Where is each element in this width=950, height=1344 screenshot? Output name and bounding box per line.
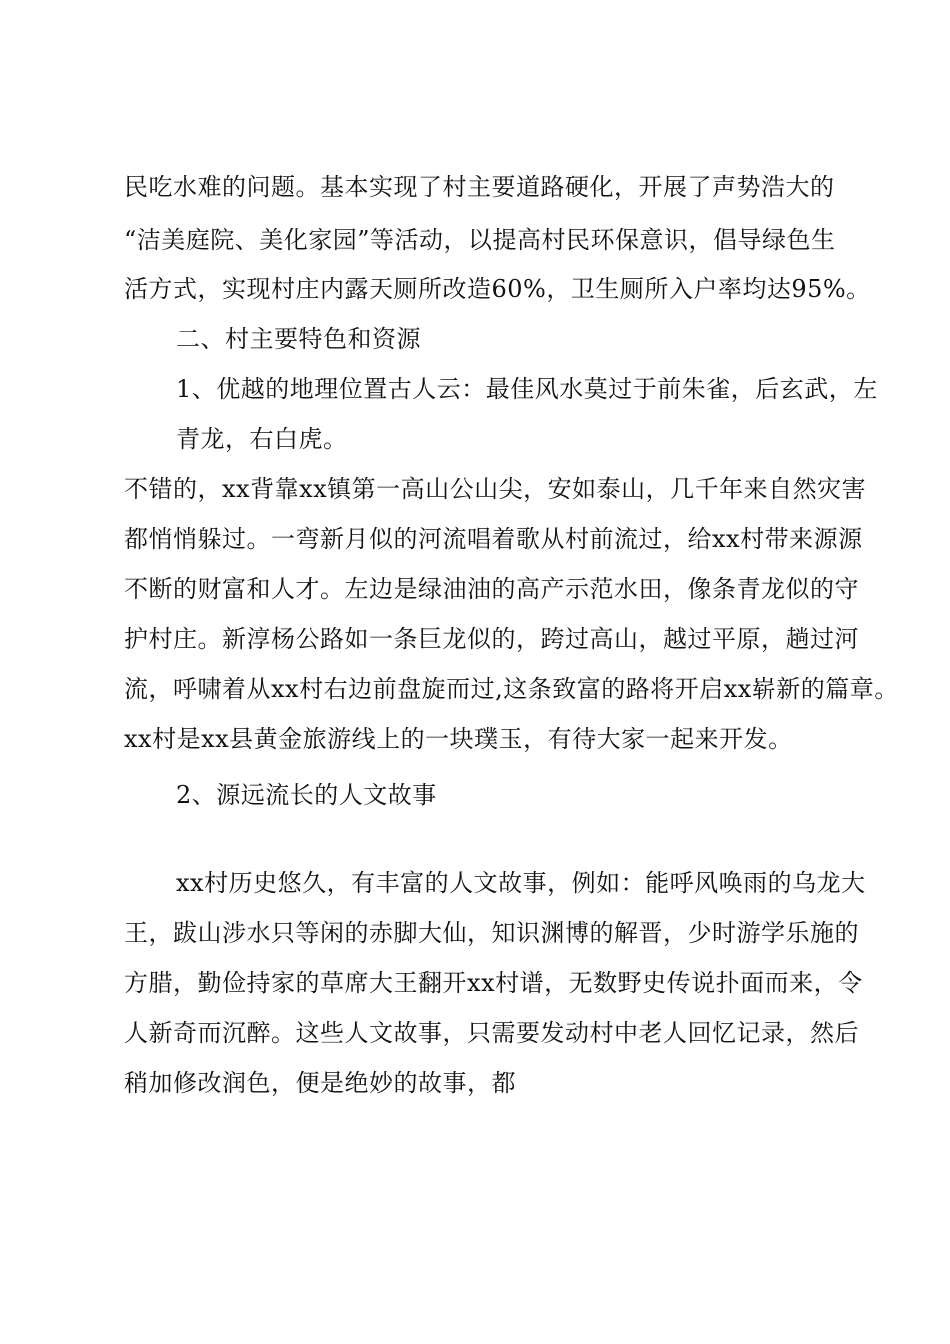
paragraph-line: 护村庄。新淳杨公路如一条巨龙似的，跨过高山，越过平原，趟过河 — [124, 625, 859, 653]
paragraph-line: 民吃水难的问题。基本实现了村主要道路硬化，开展了声势浩大的 — [124, 173, 835, 201]
subsection-heading: 青龙，右白虎。 — [176, 425, 348, 453]
subsection-heading: 2、源远流长的人文故事 — [176, 781, 437, 809]
paragraph-line: 不错的，xx背靠xx镇第一高山公山尖，安如泰山，几千年来自然灾害 — [124, 475, 867, 503]
paragraph-line: 不断的财富和人才。左边是绿油油的高产示范水田，像条青龙似的守 — [124, 575, 859, 603]
subsection-heading: 1、优越的地理位置古人云：最佳风水莫过于前朱雀，后玄武，左 — [176, 375, 878, 403]
paragraph-line: “洁美庭院、美化家园”等活动，以提高村民环保意识，倡导绿色生 — [124, 226, 836, 254]
paragraph-line: 方腊，勤俭持家的草席大王翻开xx村谱，无数野史传说扑面而来，令 — [124, 969, 863, 997]
paragraph-line: xx村历史悠久，有丰富的人文故事，例如：能呼风唤雨的乌龙大 — [176, 869, 866, 897]
paragraph-line: 稍加修改润色，便是绝妙的故事，都 — [124, 1069, 516, 1097]
paragraph-line: 活方式，实现村庄内露天厕所改造60%，卫生厕所入户率均达95%。 — [124, 275, 871, 303]
paragraph-line: 人新奇而沉醉。这些人文故事，只需要发动村中老人回忆记录，然后 — [124, 1019, 859, 1047]
section-heading: 二、村主要特色和资源 — [176, 325, 421, 353]
paragraph-line: 流，呼啸着从xx村右边前盘旋而过,这条致富的路将开启xx崭新的篇章。 — [124, 675, 899, 703]
paragraph-line: xx村是xx县黄金旅游线上的一块璞玉，有待大家一起来开发。 — [124, 725, 793, 753]
paragraph-line: 王，跋山涉水只等闲的赤脚大仙，知识渊博的解晋，少时游学乐施的 — [124, 919, 859, 947]
paragraph-line: 都悄悄躲过。一弯新月似的河流唱着歌从村前流过，给xx村带来源源 — [124, 525, 863, 553]
